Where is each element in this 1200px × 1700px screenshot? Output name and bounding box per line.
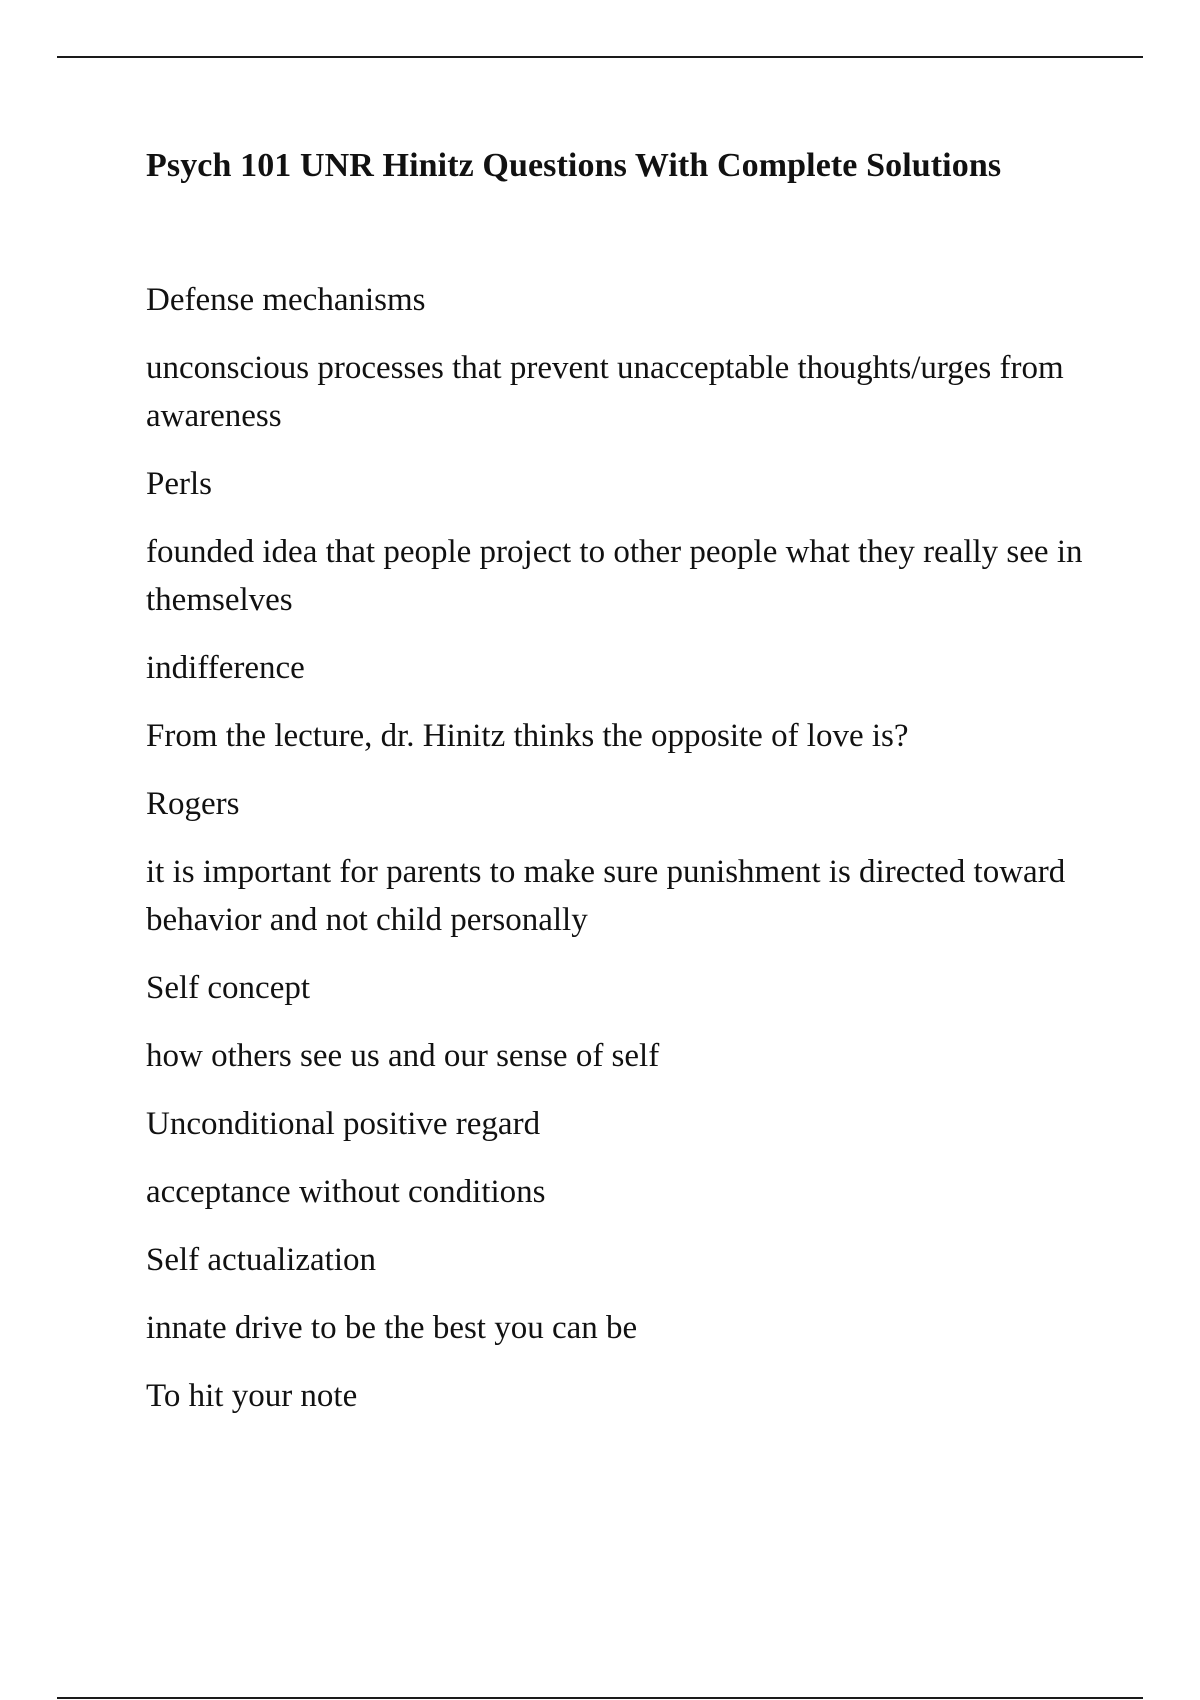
qa-term: Self concept [146,970,311,1006]
qa-definition: From the lecture, dr. Hinitz thinks the opposite of love is? [146,718,909,754]
qa-definition: acceptance without conditions [146,1174,546,1210]
qa-term: Perls [146,466,212,502]
qa-definition: it is important for parents to make sure punishment is directed toward behavior and not child personally [146,854,1066,938]
qa-definition: unconscious processes that prevent unacceptable thoughts/urges from awareness [146,350,1064,434]
qa-term: Self actualization [146,1242,376,1278]
document-title: Psych 101 UNR Hinitz Questions With Complete Solutions [146,147,1002,184]
qa-term: Unconditional positive regard [146,1106,541,1142]
bottom-divider [57,1697,1143,1699]
qa-term: indifference [146,650,305,686]
qa-definition: how others see us and our sense of self [146,1038,660,1074]
qa-definition: founded idea that people project to other people what they really see in themselves [146,534,1083,618]
top-divider [57,56,1143,58]
qa-term: To hit your note [146,1378,358,1414]
document-body [146,142,1096,1440]
qa-list [146,276,1096,1420]
qa-term: Rogers [146,786,240,822]
qa-definition: innate drive to be the best you can be [146,1310,638,1346]
qa-term: Defense mechanisms [146,282,426,318]
